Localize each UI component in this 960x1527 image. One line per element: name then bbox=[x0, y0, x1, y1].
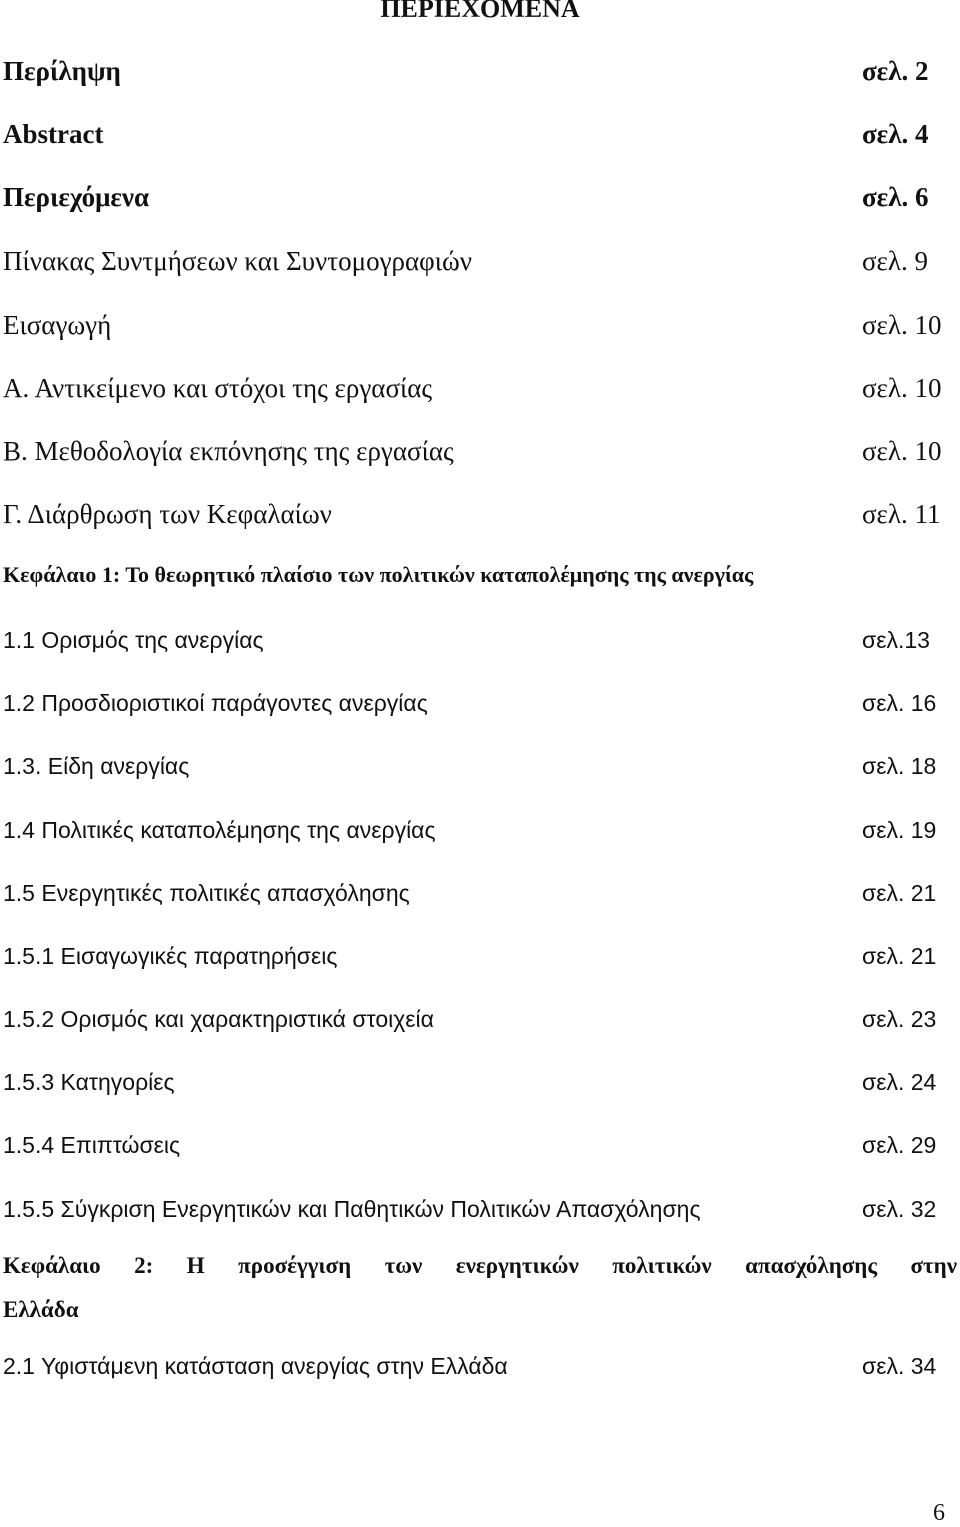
toc-entry-page: σελ. 10 bbox=[862, 310, 942, 340]
toc-entry[interactable] bbox=[0, 373, 960, 409]
toc-entry[interactable] bbox=[0, 1196, 960, 1232]
toc-entry[interactable] bbox=[0, 627, 960, 663]
toc-entry-page: σελ. 32 bbox=[862, 1196, 937, 1222]
toc-entry-label: 2.1 Υφιστάμενη κατάσταση ανεργίας στην Ελλάδα bbox=[3, 1353, 508, 1379]
toc-entry-label: 1.1 Ορισμός της ανεργίας bbox=[3, 627, 264, 653]
toc-entry-page: σελ. 21 bbox=[862, 943, 937, 969]
toc-entry-label: Εισαγωγή bbox=[3, 310, 112, 340]
toc-entry[interactable] bbox=[0, 1132, 960, 1168]
toc-entry-label: Β. Μεθοδολογία εκπόνησης της εργασίας bbox=[3, 436, 454, 466]
toc-entry[interactable] bbox=[0, 943, 960, 979]
toc-entry-label: Πίνακας Συντμήσεων και Συντομογραφιών bbox=[3, 246, 472, 276]
toc-entry-label: 1.5.4 Επιπτώσεις bbox=[3, 1132, 181, 1158]
toc-entry-label: Α. Αντικείμενο και στόχοι της εργασίας bbox=[3, 373, 433, 403]
toc-entry-label: Περίληψη bbox=[3, 56, 121, 86]
toc-entry-label: 1.5.2 Ορισμός και χαρακτηριστικά στοιχεία bbox=[3, 1006, 434, 1032]
toc-entry-page: σελ. 10 bbox=[862, 373, 942, 403]
toc-entry[interactable] bbox=[0, 246, 960, 282]
toc-title: ΠΕΡΙΕΧΟΜΕΝΑ bbox=[380, 0, 580, 23]
toc-entry[interactable] bbox=[0, 753, 960, 789]
toc-entry-page: σελ. 23 bbox=[862, 1006, 937, 1032]
toc-entry[interactable] bbox=[0, 690, 960, 726]
toc-entry[interactable] bbox=[0, 182, 960, 218]
toc-entry-page: σελ. 10 bbox=[862, 436, 942, 466]
toc-entry[interactable] bbox=[0, 119, 960, 155]
toc-entry[interactable] bbox=[0, 1069, 960, 1105]
toc-entry-page: σελ. 18 bbox=[862, 753, 937, 779]
toc-entry-label: 1.5.3 Κατηγορίες bbox=[3, 1069, 175, 1095]
page-number: 6 bbox=[933, 1500, 945, 1526]
toc-entry-page: σελ. 29 bbox=[862, 1132, 937, 1158]
toc-entry-page: σελ. 6 bbox=[862, 182, 929, 212]
toc-entry-label: 1.5 Ενεργητικές πολιτικές απασχόλησης bbox=[3, 880, 410, 906]
toc-entry[interactable] bbox=[0, 817, 960, 853]
toc-entry-label: Περιεχόμενα bbox=[3, 182, 150, 212]
toc-entry-label: Γ. Διάρθρωση των Κεφαλαίων bbox=[3, 499, 332, 529]
toc-entry[interactable] bbox=[0, 499, 960, 535]
chapter-heading-continuation[interactable]: Ελλάδα bbox=[3, 1297, 79, 1322]
toc-entry[interactable] bbox=[0, 880, 960, 916]
toc-entry-label: Abstract bbox=[3, 119, 104, 149]
toc-entry-label: 1.5.5 Σύγκριση Ενεργητικών και Παθητικών Πολιτικών Απασχόλησης bbox=[3, 1196, 701, 1222]
toc-entry[interactable] bbox=[0, 56, 960, 92]
toc-entry-label: 1.3. Είδη ανεργίας bbox=[3, 753, 190, 779]
toc-entry-page: σελ. 19 bbox=[862, 817, 937, 843]
toc-entry-label: 1.4 Πολιτικές καταπολέμησης της ανεργίας bbox=[3, 817, 436, 843]
toc-entry-page: σελ. 21 bbox=[862, 880, 937, 906]
toc-entry[interactable] bbox=[0, 436, 960, 472]
toc-entry-page: σελ. 24 bbox=[862, 1069, 937, 1095]
chapter-heading[interactable]: Κεφάλαιο 2: Η προσέγγιση των ενεργητικών πολιτικών απασχόλησης στην bbox=[3, 1253, 957, 1278]
toc-entry[interactable] bbox=[0, 310, 960, 346]
toc-entry-page: σελ. 11 bbox=[862, 499, 941, 529]
toc-entry-page: σελ. 9 bbox=[862, 246, 928, 276]
toc-entry-page: σελ. 4 bbox=[862, 119, 929, 149]
chapter-heading[interactable]: Κεφάλαιο 1: Το θεωρητικό πλαίσιο των πολιτικών καταπολέμησης της ανεργίας bbox=[3, 562, 754, 587]
toc-entry-label: 1.5.1 Εισαγωγικές παρατηρήσεις bbox=[3, 943, 338, 969]
toc-entry[interactable] bbox=[0, 1006, 960, 1042]
toc-entry-page: σελ.13 bbox=[862, 627, 930, 653]
toc-entry-page: σελ. 16 bbox=[862, 690, 937, 716]
toc-entry-page: σελ. 34 bbox=[862, 1353, 937, 1379]
toc-entry[interactable] bbox=[0, 1353, 960, 1389]
toc-entry-label: 1.2 Προσδιοριστικοί παράγοντες ανεργίας bbox=[3, 690, 428, 716]
toc-entry-page: σελ. 2 bbox=[862, 56, 929, 86]
